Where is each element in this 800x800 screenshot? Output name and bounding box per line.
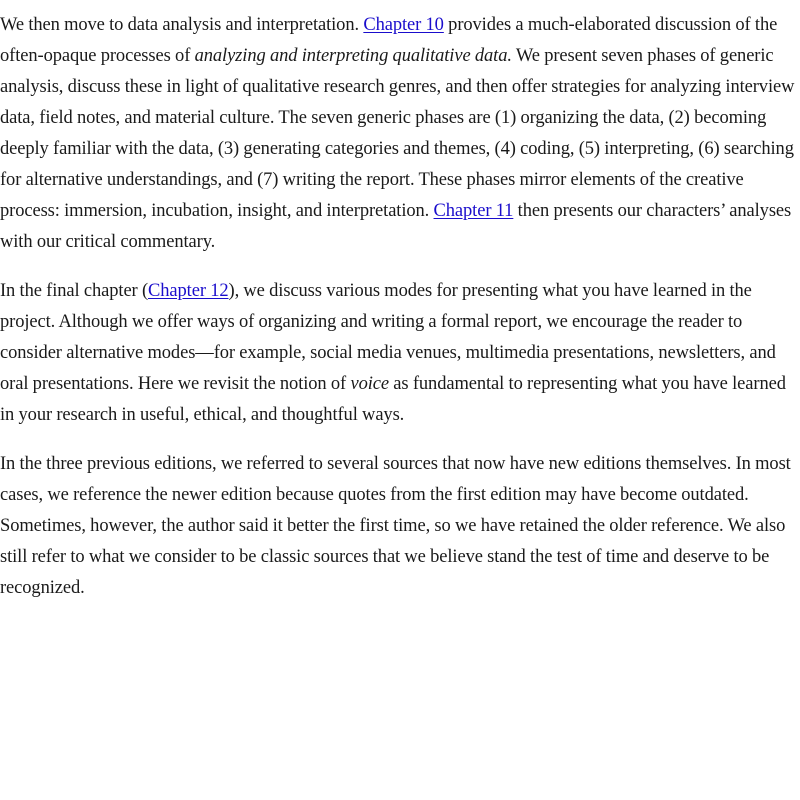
emphasis-text: voice xyxy=(350,374,389,394)
emphasis-text: analyzing and interpreting qualitative data. xyxy=(194,46,512,66)
paragraph-editions xyxy=(0,449,800,604)
chapter-12-link[interactable]: Chapter 12 xyxy=(148,281,229,301)
paragraph-text: We then move to data analysis and interpretation. xyxy=(0,15,364,35)
paragraph-text: In the three previous editions, we referred to several sources that now have new editions themselves. In most cases, we reference the newer edition because quotes from the first edition may have become outdated. Sometimes, however, the author said it better the first time, so we have retained the older reference. We also still refer to what we consider to be classic sources that we believe stand the test of time and deserve to be recognized. xyxy=(0,454,791,598)
paragraph-text: In the final chapter ( xyxy=(0,281,149,301)
paragraph-text: then presents our characters’ analyses with our critical commentary. xyxy=(0,201,792,252)
chapter-11-link[interactable]: Chapter 11 xyxy=(433,201,514,221)
document-body xyxy=(0,10,800,622)
paragraph-analysis xyxy=(0,10,800,258)
paragraph-final-chapter xyxy=(0,276,800,431)
paragraph-text: We present seven phases of generic analysis, discuss these in light of qualitative research genres, and then offer strategies for analyzing interview data, field notes, and material culture. The seven generic phases are (1) organizing the data, (2) becoming deeply familiar with the data, (3) generating categories and themes, (4) coding, (5) interpreting, (6) searching for alternative understandings, and (7) writing the report. These phases mirror elements of the creative process: immersion, incubation, insight, and interpretation. xyxy=(0,46,795,221)
paragraph-text: provides a much-elaborated discussion of the often-opaque processes of xyxy=(0,15,778,66)
paragraph-text: as fundamental to representing what you have learned in your research in useful, ethical, and thoughtful ways. xyxy=(0,374,786,425)
chapter-10-link[interactable]: Chapter 10 xyxy=(363,15,444,35)
paragraph-text: ), we discuss various modes for presenting what you have learned in the project. Although we offer ways of organizing and writing a formal report, we encourage the reader to consider alternative modes—for example, social media venues, multimedia presentations, newsletters, and oral presentations. Here we revisit the notion of xyxy=(0,281,776,394)
